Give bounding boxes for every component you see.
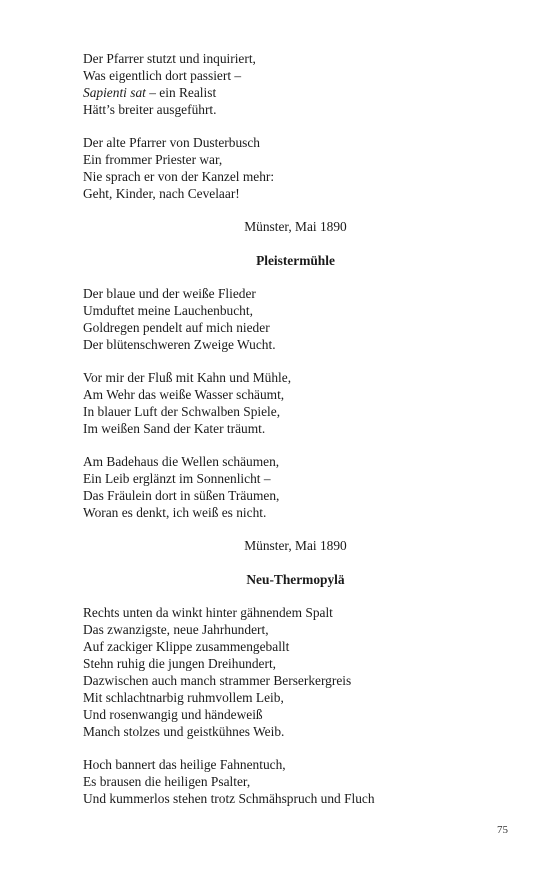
verse-line: Der blütenschweren Zweige Wucht. [83, 337, 276, 352]
verse-line: Vor mir der Fluß mit Kahn und Mühle, [83, 370, 292, 385]
verse-line: In blauer Luft der Schwalben Spiele, [83, 404, 281, 419]
verse-line: Hoch bannert das heilige Fahnentuch, [83, 757, 286, 772]
verse-line: Hätt’s breiter ausgeführt. [83, 102, 217, 117]
stanza [83, 453, 513, 521]
verse-line: Der alte Pfarrer von Dusterbusch [83, 135, 260, 150]
verse-line: Nie sprach er von der Kanzel mehr: [83, 169, 275, 184]
poem-title: Pleistermühle [256, 253, 335, 268]
verse-line: Im weißen Sand der Kater träumt. [83, 421, 266, 436]
verse-line: Und rosenwangig und händeweiß [83, 707, 263, 722]
stanza [83, 50, 513, 118]
stanza [83, 134, 513, 202]
verse-line: Es brausen die heiligen Psalter, [83, 774, 251, 789]
verse-line: Am Badehaus die Wellen schäumen, [83, 454, 280, 469]
verse-line: Geht, Kinder, nach Cevelaar! [83, 186, 240, 201]
verse-line: Ein Leib erglänzt im Sonnenlicht – [83, 471, 271, 486]
verse-line: Manch stolzes und geistkühnes Weib. [83, 724, 285, 739]
stanza [83, 285, 513, 353]
page-body [83, 50, 513, 823]
verse-line [83, 84, 513, 101]
poem-title: Neu-Thermopylä [246, 572, 345, 587]
verse-line: Am Wehr das weiße Wasser schäumt, [83, 387, 285, 402]
verse-line: Dazwischen auch manch strammer Berserkergreis [83, 673, 352, 688]
stanza [83, 369, 513, 437]
verse-line: Ein frommer Priester war, [83, 152, 223, 167]
verse-line: Und kummerlos stehen trotz Schmähspruch und Fluch [83, 791, 375, 806]
stanza [83, 604, 513, 740]
verse-line: Das Fräulein dort in süßen Träumen, [83, 488, 280, 503]
verse-line: Rechts unten da winkt hinter gähnendem Spalt [83, 605, 333, 620]
verse-line-rest: – ein Realist [149, 85, 217, 100]
verse-line: Woran es denkt, ich weiß es nicht. [83, 505, 267, 520]
verse-line: Das zwanzigste, neue Jahrhundert, [83, 622, 269, 637]
verse-line: Auf zackiger Klippe zusammengeballt [83, 639, 290, 654]
stanza [83, 756, 513, 807]
verse-line: Stehn ruhig die jungen Dreihundert, [83, 656, 277, 671]
dateline: Münster, Mai 1890 [244, 219, 347, 234]
italic-phrase: Sapienti sat [83, 85, 146, 100]
verse-line: Der blaue und der weiße Flieder [83, 286, 256, 301]
verse-line: Der Pfarrer stutzt und inquiriert, [83, 51, 256, 66]
verse-line: Was eigentlich dort passiert – [83, 68, 242, 83]
verse-line: Goldregen pendelt auf mich nieder [83, 320, 270, 335]
dateline: Münster, Mai 1890 [244, 538, 347, 553]
verse-line: Umduftet meine Lauchenbucht, [83, 303, 253, 318]
page-number: 75 [497, 824, 508, 836]
verse-line: Mit schlachtnarbig ruhmvollem Leib, [83, 690, 284, 705]
